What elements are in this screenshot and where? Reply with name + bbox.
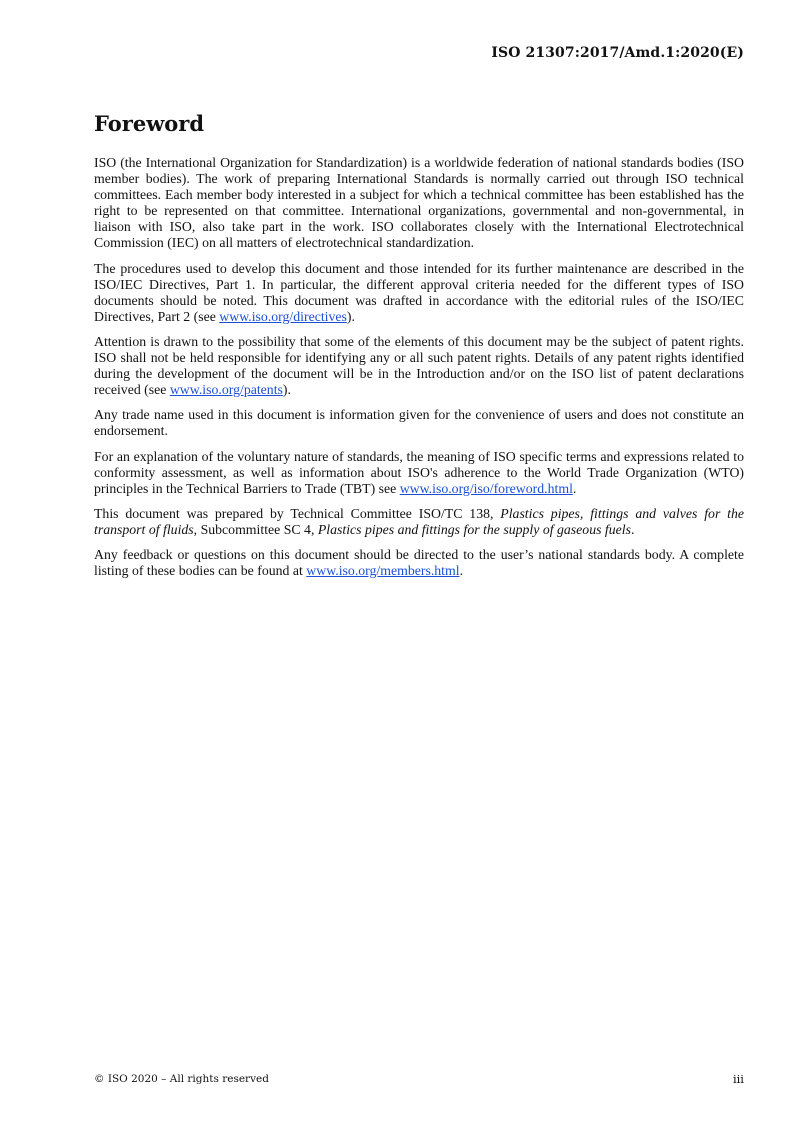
paragraph-prepared-by-text-a: This document was prepared by Technical Committee ISO/TC 138, bbox=[94, 505, 501, 521]
footer-page-number: iii bbox=[732, 1072, 744, 1086]
foreword-body bbox=[94, 155, 744, 588]
page-title: Foreword bbox=[94, 111, 205, 136]
paragraph-trade-name-text: Any trade name used in this document is information given for the convenience of users and does not constitute an endorsement. bbox=[94, 407, 744, 439]
document-id-header: ISO 21307:2017/Amd.1:2020(E) bbox=[491, 45, 744, 61]
members-link[interactable]: www.iso.org/members.html bbox=[306, 563, 460, 579]
directives-link[interactable]: www.iso.org/directives bbox=[219, 308, 347, 324]
paragraph-prepared-by-end: . bbox=[630, 521, 635, 537]
paragraph-voluntary-nature-end: . bbox=[572, 480, 577, 496]
subcommittee-title: Plastics pipes and fittings for the supply of gaseous fuels bbox=[317, 521, 631, 537]
paragraph-feedback-end: . bbox=[459, 563, 464, 579]
paragraph-patents-end: ). bbox=[282, 382, 291, 398]
paragraph-feedback-text: Any feedback or questions on this document should be directed to the user’s national standards body. A complete listing of these bodies can be found at bbox=[94, 546, 744, 579]
paragraph-prepared-by bbox=[94, 506, 744, 538]
paragraph-voluntary-nature-text: For an explanation of the voluntary nature of standards, the meaning of ISO specific terms and expressions related to conformity assessment, as well as information about ISO's adherence to the World Trade Organization (WTO) principles in the Technical Barriers to Trade (TBT) see bbox=[94, 448, 744, 496]
paragraph-procedures-end: ). bbox=[346, 308, 355, 324]
paragraph-procedures-text: The procedures used to develop this document and those intended for its further maintenance are described in the ISO/IEC Directives, Part 1. In particular, the different approval criteria needed for the different types of ISO documents should be noted. This document was drafted in accordance with the editorial rules of the ISO/IEC Directives, Part 2 (see bbox=[94, 260, 744, 324]
paragraph-patents bbox=[94, 334, 744, 398]
patents-link[interactable]: www.iso.org/patents bbox=[169, 382, 283, 398]
paragraph-feedback bbox=[94, 547, 744, 579]
paragraph-patents-text: Attention is drawn to the possibility that some of the elements of this document may be the subject of patent rights. ISO shall not be held responsible for identifying any or all such patent rights. Details of any patent rights identified during the development of the document will be in the Introduction and/or on the ISO list of patent declarations received (see bbox=[94, 333, 744, 398]
foreword-link[interactable]: www.iso.org/iso/foreword.html bbox=[399, 480, 573, 496]
paragraph-iso-intro bbox=[94, 155, 744, 252]
paragraph-trade-name bbox=[94, 407, 744, 439]
footer-copyright: © ISO 2020 – All rights reserved bbox=[94, 1073, 269, 1085]
paragraph-voluntary-nature bbox=[94, 449, 744, 497]
paragraph-iso-intro-text: ISO (the International Organization for Standardization) is a worldwide federation of national standards bodies (ISO member bodies). The work of preparing International Standards is normally carried out through ISO technical committees. Each member body interested in a subject for which a technical committee has been established has the right to be represented on that committee. International organizations, governmental and non-governmental, in liaison with ISO, also take part in the work. ISO collaborates closely with the International Electrotechnical Commission (IEC) on all matters of electrotechnical standardization. bbox=[94, 155, 744, 251]
committee-title: Plastics pipes, fittings and valves for the transport of fluids bbox=[94, 505, 744, 537]
paragraph-prepared-by-text-b: , Subcommittee SC 4, bbox=[193, 521, 318, 537]
paragraph-procedures bbox=[94, 261, 744, 325]
